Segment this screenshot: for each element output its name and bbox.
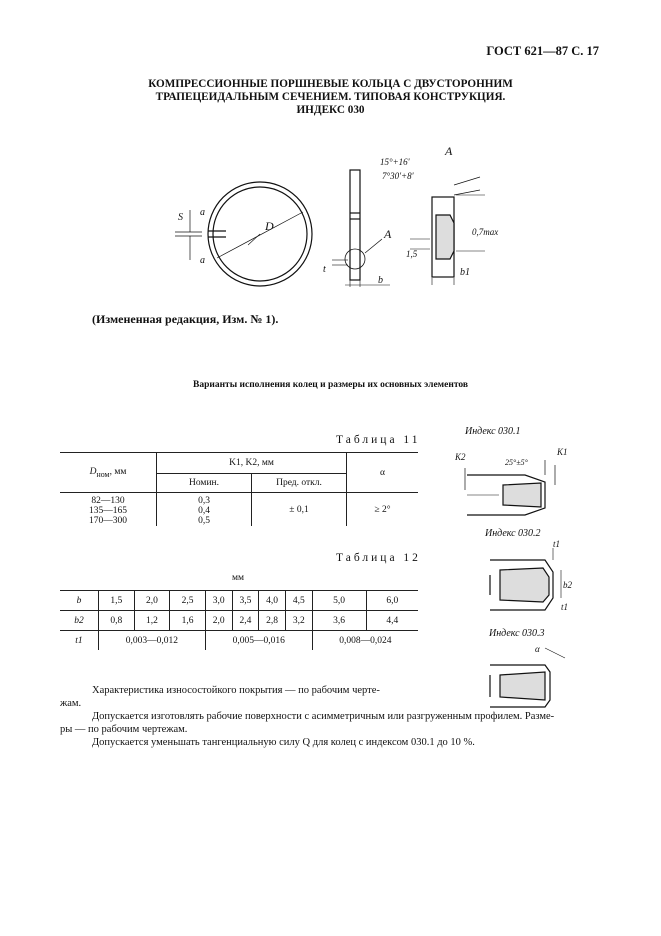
fig3-alpha: α [535,644,540,654]
t11-header-alpha: α [347,453,419,493]
fig1-k1: K1 [557,447,568,457]
note-1b: жам. [60,698,82,709]
fig2-title: Индекс 030.2 [485,528,541,539]
note-3: Допускается уменьшать тангенциальную силу Q для колец с индексом 030.1 до 10 %. [92,737,475,748]
fig3-title: Индекс 030.3 [489,628,545,639]
label-angle1: 15°+16' [380,157,410,167]
note-2a: Допускается изготовлять рабочие поверхности с асимметричным или разгруженным профилем. Разме- [92,711,555,722]
label-a-top: a [200,207,205,218]
label-h15: 1,5 [406,249,418,259]
table-row: 135—165 0,4 [60,506,418,516]
fig2-t1-top: t1 [553,539,561,549]
table-row: b2 0,8 1,2 1,6 2,0 2,4 2,8 3,2 3,6 4,4 [60,611,418,631]
label-s: S [178,212,183,223]
fig1-angle: 25°±5° [505,458,528,467]
t11-dev: ± 0,1 [252,493,347,527]
table11-caption: Таблица 11 [336,434,421,446]
label-detail-a: A [445,144,453,158]
label-a-bottom: a [200,255,205,266]
label-b: b [378,275,383,286]
table-12 [60,590,418,650]
t11-header-d: $D_{ном}$, мм [60,453,157,493]
table12-unit: мм [232,573,245,583]
fig1-title: Индекс 030.1 [465,426,521,437]
fig1-k2: K2 [455,452,466,462]
t11-header-dev: Пред. откл. [252,474,347,493]
t11-header-k: K1, K2, мм [157,453,347,474]
fig2-t1-bottom: t1 [561,602,569,612]
label-angle2: 7°30'+8' [382,171,414,181]
note-2b: ры — по рабочим чертежам. [60,724,188,735]
label-d: D [265,219,274,233]
note-1a: Характеристика износостойкого покрытия — по рабочим черте- [92,685,380,696]
t11-header-nom: Номин. [157,474,252,493]
label-hmax: 0,7max [472,227,499,237]
variants-heading: Варианты исполнения колец и размеры их основных элементов [192,380,469,390]
page-title [0,78,661,117]
table-row: t1 0,003—0,012 0,005—0,016 0,008—0,024 [60,631,418,651]
ring-drawing [160,135,500,305]
side-figures [455,420,605,720]
table-row: 82—130 0,3 ± 0,1 ≥ 2° [60,493,418,507]
label-view-a: A [384,227,392,241]
table12-caption: Таблица 12 [336,552,421,564]
title-line-3: ИНДЕКС 030 [296,104,365,116]
page-header: ГОСТ 621—87 С. 17 [486,44,599,58]
table-row: 170—300 0,5 [60,516,418,526]
table-11 [60,452,418,526]
fig2-b2: b2 [563,580,572,590]
title-line-2: ТРАПЕЦЕИДАЛЬНЫМ СЕЧЕНИЕМ. ТИПОВАЯ КОНСТРУКЦИЯ. [155,91,506,103]
edited-note: (Измененная редакция, Изм. № 1). [92,312,279,326]
label-t: t [323,264,326,275]
label-b1: b1 [460,267,470,278]
table-row: b 1,5 2,0 2,5 3,0 3,5 4,0 4,5 5,0 6,0 [60,591,418,611]
title-line-1: КОМПРЕССИОННЫЕ ПОРШНЕВЫЕ КОЛЬЦА С ДВУСТОРОННИМ [148,78,513,90]
t11-alpha: ≥ 2° [347,493,419,527]
